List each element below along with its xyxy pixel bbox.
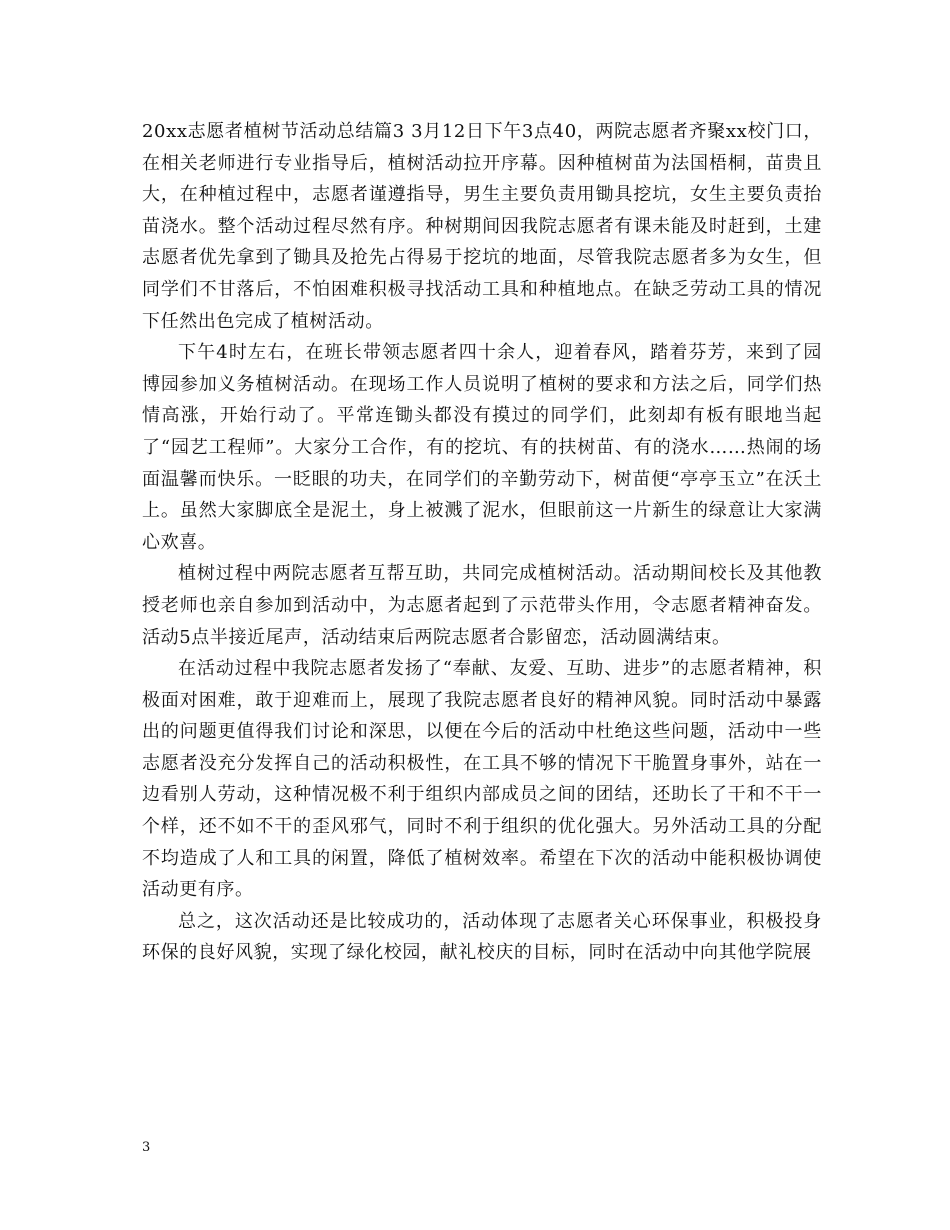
paragraph-4: 在活动过程中我院志愿者发扬了“奉献、友爱、互助、进步”的志愿者精神，积极面对困难，敢于迎难而上，展现了我院志愿者良好的精神风貌。同时活动中暴露出的问题更值得我们讨论和深思，以便在今后的活动中杜绝这些问题，活动中一些志愿者没充分发挥自己的活动积极性，在工具不够的情况下干脆置身事外，站在一边看别人劳动，这种情况极不利于组织内部成员之间的团结，还助长了干和不干一个样，还不如不干的歪风邪气，同时不利于组织的优化强大。另外活动工具的分配不均造成了人和工具的闲置，降低了植树效率。希望在下次的活动中能积极协调使活动更有序。 [142,658,822,901]
paragraph-2: 下午4时左右，在班长带领志愿者四十余人，迎着春风，踏着芬芳，来到了园博园参加义务植树活动。在现场工作人员说明了植树的要求和方法之后，同学们热情高涨，开始行动了。平常连锄头都没有摸过的同学们，此刻却有板有眼地当起了“园艺工程师”。大家分工合作，有的挖坑、有的扶树苗、有的浇水……热闹的场面温馨而快乐。一眨眼的功夫，在同学们的辛勤劳动下，树苗便“亭亭玉立”在沃土上。虽然大家脚底全是泥土，身上被溅了泥水，但眼前这一片新生的绿意让大家满心欢喜。 [142,342,822,553]
paragraph-1: 20xx志愿者植树节活动总结篇3 3月12日下午3点40，两院志愿者齐聚xx校门口，在相关老师进行专业指导后，植树活动拉开序幕。因种植树苗为法国梧桐，苗贵且大，在种植过程中，志愿者谨遵指导，男生主要负责用锄具挖坑，女生主要负责抬苗浇水。整个活动过程尽然有序。种树期间因我院志愿者有课未能及时赶到，土建志愿者优先拿到了锄具及抢先占得易于挖坑的地面，尽管我院志愿者多为女生，但同学们不甘落后，不怕困难积极寻找活动工具和种植地点。在缺乏劳动工具的情况下任然出色完成了植树活动。 [142,121,822,332]
document-body [142,116,822,969]
page-number: 3 [142,1140,151,1155]
paragraph-5: 总之，这次活动还是比较成功的，活动体现了志愿者关心环保事业，积极投身环保的良好风貌，实现了绿化校园，献礼校庆的目标，同时在活动中向其他学院展 [142,910,822,964]
paragraph-3: 植树过程中两院志愿者互帮互助，共同完成植树活动。活动期间校长及其他教授老师也亲自参加到活动中，为志愿者起到了示范带头作用，令志愿者精神奋发。活动5点半接近尾声，活动结束后两院志愿者合影留恋，活动圆满结束。 [142,563,822,648]
